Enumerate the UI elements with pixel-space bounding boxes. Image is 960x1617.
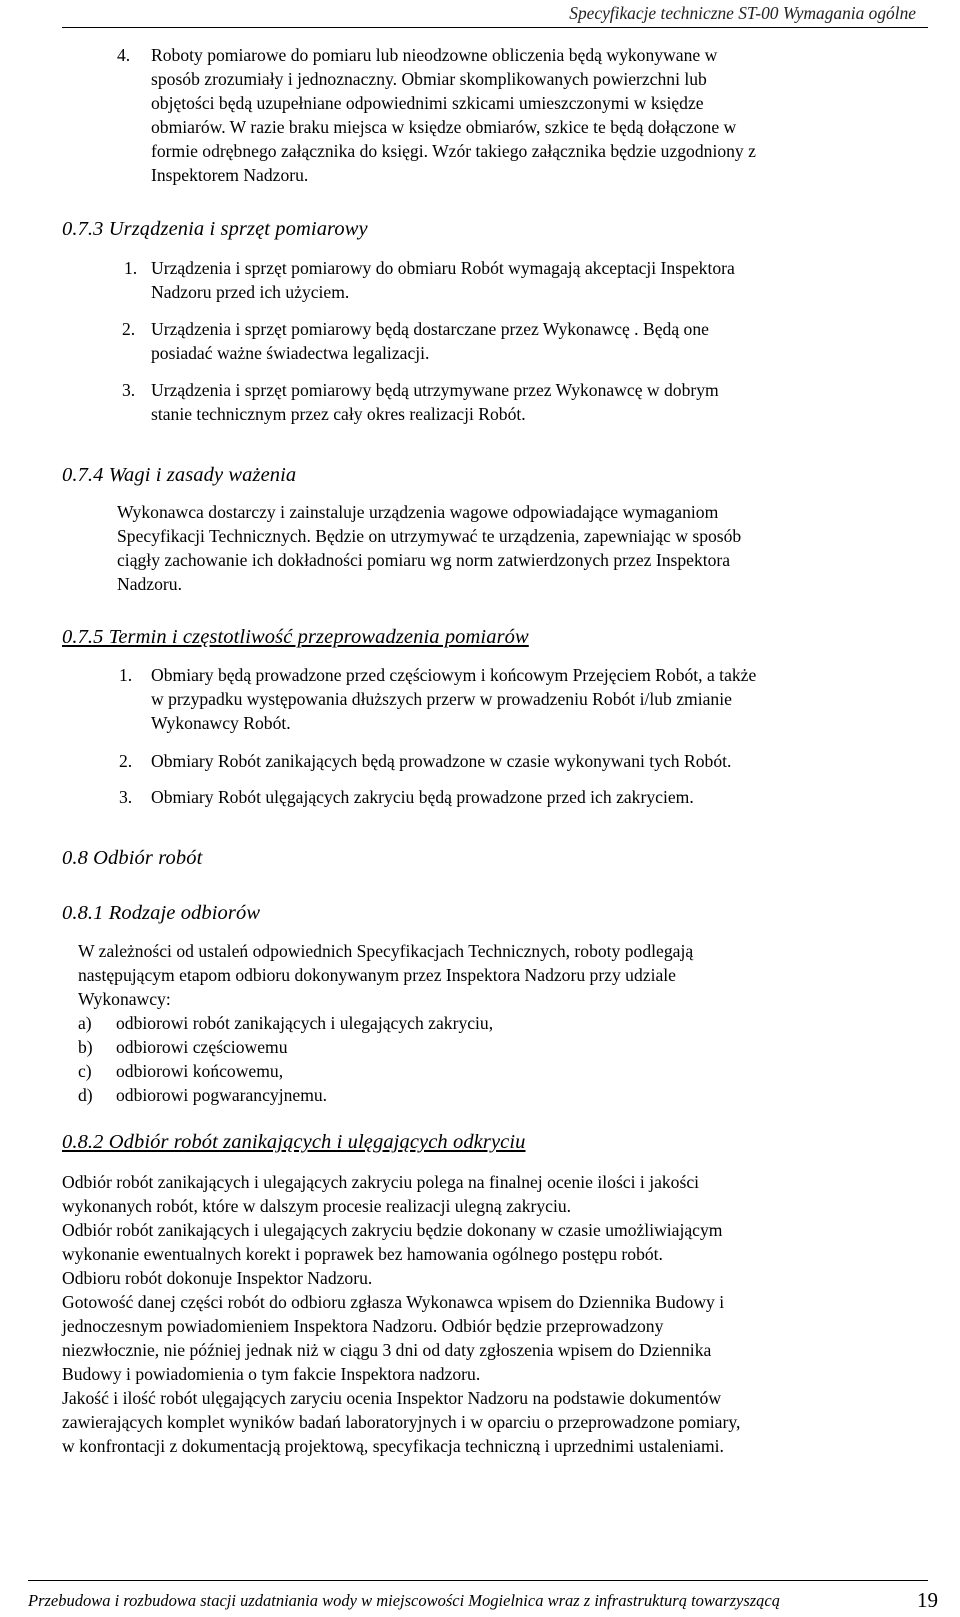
text-line: Gotowość danej części robót do odbioru zgłasza Wykonawca wpisem do Dziennika Budowy i	[62, 1292, 725, 1312]
text-line: Obmiary będą prowadzone przed częściowym i końcowym Przejęciem Robót, a także	[151, 665, 757, 685]
item-number: 3.	[119, 787, 133, 807]
text-line: Specyfikacji Technicznych. Będzie on utrzymywać te urządzenia, zapewniając w sposób	[117, 526, 742, 546]
text-line: Urządzenia i sprzęt pomiarowy będą utrzymywane przez Wykonawcę w dobrym	[151, 380, 719, 400]
text-line: jednoczesnym powiadomieniem Inspektora Nadzoru. Odbiór będzie przeprowadzony	[62, 1316, 664, 1336]
text-line: Urządzenia i sprzęt pomiarowy do obmiaru Robót wymagają akceptacji Inspektora	[151, 258, 735, 278]
list-item-text: odbiorowi końcowemu,	[116, 1061, 284, 1081]
text-line: wykonanych robót, które w dalszym procesie realizacji ulegną zakryciu.	[62, 1196, 572, 1216]
list-marker: c)	[78, 1061, 92, 1081]
text-line: Inspektorem Nadzoru.	[151, 165, 309, 185]
text-line: niezwłocznie, nie później jednak niż w ciągu 3 dni od daty zgłoszenia wpisem do Dziennika	[62, 1340, 712, 1360]
text-line: obmiarów. W razie braku miejsca w księdze obmiarów, szkice te będą dołączone w	[151, 117, 737, 137]
text-line: Odbiór robót zanikających i ulegających zakryciu polega na finalnej ocenie ilości i jakości	[62, 1172, 700, 1192]
section-heading-0-8: 0.8 Odbiór robót	[62, 847, 203, 869]
section-heading-0-7-3: 0.7.3 Urządzenia i sprzęt pomiarowy	[62, 218, 368, 240]
list-item	[78, 1035, 493, 1059]
list-item-text: odbiorowi pogwarancyjnemu.	[116, 1085, 328, 1105]
text-line: Odbioru robót dokonuje Inspektor Nadzoru.	[62, 1268, 373, 1288]
list-marker: b)	[78, 1037, 93, 1057]
section-paragraph	[78, 939, 693, 1011]
list-marker: a)	[78, 1013, 92, 1033]
item-text: Obmiary Robót ulęgających zakryciu będą prowadzone przed ich zakryciem.	[151, 787, 694, 807]
text-line: W zależności od ustaleń odpowiednich Specyfikacjach Technicznych, roboty podlegają	[78, 941, 694, 961]
text-line: formie odrębnego załącznika do księgi. Wzór takiego załącznika będzie uzgodniony z	[151, 141, 756, 161]
text-line: Budowy i powiadomienia o tym fakcie Inspektora nadzoru.	[62, 1364, 481, 1384]
text-line: Wykonawcy Robót.	[151, 713, 291, 733]
item-number: 1.	[124, 258, 138, 278]
item-number: 4.	[117, 45, 131, 65]
text-line: zawierających komplet wyników badań laboratoryjnych i w oparciu o przeprowadzone pomiary,	[62, 1412, 741, 1432]
list-item-text: odbiorowi częściowemu	[116, 1037, 288, 1057]
item-number: 1.	[119, 665, 133, 685]
text-line: ciągły zachowanie ich dokładności pomiaru wg norm zatwierdzonych przez Inspektora	[117, 550, 731, 570]
text-line: objętości będą uzupełniane odpowiednimi szkicami umieszczonymi w księdze	[151, 93, 704, 113]
list-item	[78, 1059, 493, 1083]
section-paragraph	[62, 1170, 740, 1458]
item-number: 2.	[119, 751, 133, 771]
item-number: 3.	[122, 380, 136, 400]
text-line: wykonanie ewentualnych korekt i poprawek bez hamowania ogólnego postępu robót.	[62, 1244, 663, 1264]
section-heading-0-7-4: 0.7.4 Wagi i zasady ważenia	[62, 464, 297, 486]
list-item	[78, 1011, 493, 1035]
list-item	[78, 1083, 493, 1107]
text-line: Wykonawcy:	[78, 989, 171, 1009]
list-item-text: odbiorowi robót zanikających i ulegających zakryciu,	[116, 1013, 494, 1033]
section-heading-0-7-5: 0.7.5 Termin i częstotliwość przeprowadzenia pomiarów	[62, 626, 529, 648]
text-line: Jakość i ilość robót ulęgających zaryciu ocenia Inspektor Nadzoru na podstawie dokumentów	[62, 1388, 722, 1408]
text-line: w przypadku występowania dłuższych przerw w prowadzeniu Robót i/lub zmianie	[151, 689, 732, 709]
page-footer-text: Przebudowa i rozbudowa stacji uzdatniania wody w miejscowości Mogielnica wraz z infrastrukturą towarzyszącą	[28, 1591, 780, 1610]
text-line: Nadzoru przed ich użyciem.	[151, 282, 350, 302]
text-line: Roboty pomiarowe do pomiaru lub nieodzowne obliczenia będą wykonywane w	[151, 45, 718, 65]
item-text	[151, 43, 756, 187]
text-line: w konfrontacji z dokumentacją projektową, specyfikacja techniczną i uprzednimi ustaleniami.	[62, 1436, 724, 1456]
page-header-title: Specyfikacje techniczne ST-00 Wymagania ogólne	[569, 3, 916, 23]
text-line: Urządzenia i sprzęt pomiarowy będą dostarczane przez Wykonawcę . Będą one	[151, 319, 709, 339]
section-heading-0-8-2: 0.8.2 Odbiór robót zanikających i ulęgających odkryciu	[62, 1131, 526, 1153]
page-number: 19	[917, 1588, 938, 1612]
item-number: 2.	[122, 319, 136, 339]
text-line: Odbiór robót zanikających i ulegających zakryciu będzie dokonany w czasie umożliwiającym	[62, 1220, 723, 1240]
text-line: Wykonawca dostarczy i zainstaluje urządzenia wagowe odpowiadające wymaganiom	[117, 502, 719, 522]
item-text	[151, 663, 756, 735]
item-text	[151, 317, 709, 365]
text-line: posiadać ważne świadectwa legalizacji.	[151, 343, 430, 363]
header-divider	[62, 27, 928, 28]
text-line: sposób zrozumiały i jednoznaczny. Obmiar skomplikowanych powierzchni lub	[151, 69, 707, 89]
section-paragraph	[117, 500, 741, 596]
section-heading-0-8-1: 0.8.1 Rodzaje odbiorów	[62, 902, 261, 924]
item-text	[151, 378, 719, 426]
text-line: stanie technicznym przez cały okres realizacji Robót.	[151, 404, 526, 424]
footer-divider	[28, 1580, 928, 1581]
item-text: Obmiary Robót zanikających będą prowadzone w czasie wykonywani tych Robót.	[151, 751, 732, 771]
text-line: Nadzoru.	[117, 574, 182, 594]
item-text	[151, 256, 735, 304]
text-line: następującym etapom odbioru dokonywanym przez Inspektora Nadzoru przy udziale	[78, 965, 676, 985]
list-marker: d)	[78, 1085, 93, 1105]
odbiory-list	[78, 1011, 493, 1107]
